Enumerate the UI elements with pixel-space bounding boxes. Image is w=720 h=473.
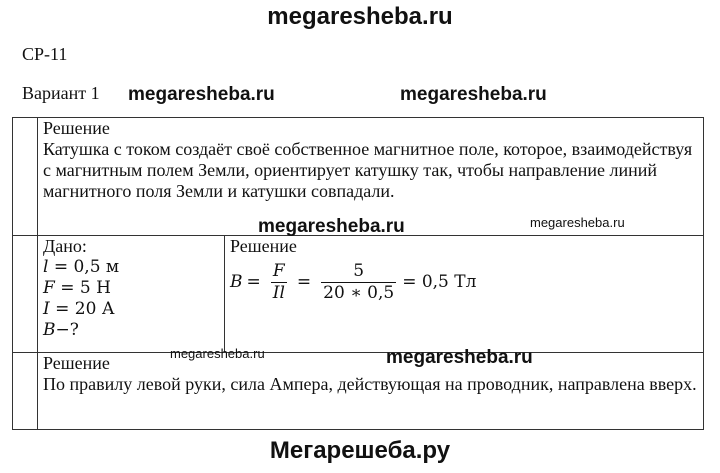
work-code: СР-11 (22, 44, 68, 64)
watermark-inline: megaresheba.ru (530, 215, 625, 230)
task-3-heading: Решение (43, 353, 110, 373)
watermark-inline: megaresheba.ru (386, 347, 533, 368)
task-3-cell (38, 353, 704, 430)
watermark-top: megaresheba.ru (267, 3, 453, 30)
solution-table (12, 117, 704, 430)
row-gutter (13, 353, 38, 430)
given-cell (38, 236, 225, 353)
row-gutter (13, 236, 38, 353)
watermark-inline: megaresheba.ru (170, 346, 265, 361)
given-length: l = 0,5 м (43, 257, 120, 277)
given-force: F = 5 Н (43, 278, 111, 298)
formula-result: = 0,5 Тл (402, 272, 477, 292)
task-3-row (13, 353, 704, 430)
task-1-heading: Решение (43, 118, 110, 138)
watermark-inline: megaresheba.ru (128, 84, 275, 105)
given-current: I = 20 А (43, 299, 115, 319)
task-1-text: Катушка с током создаёт своё собственное магнитное поле, которое, взаимодействуя с магнитным полем Земли, ориентирует катушку так, чтобы направление линий магнитного поля Земли и катушки совпадали. (43, 139, 693, 201)
task-2-row (13, 236, 704, 353)
task-2-solution-title: Решение (230, 236, 297, 256)
fraction-numeric: $\frac{5}{20 ∗ 0,5}$ (323, 261, 395, 303)
given-unknown: B−? (43, 320, 79, 340)
watermark-inline: megaresheba.ru (258, 216, 405, 237)
formula: B = $\frac{F}{Il}$ = $\frac{5}{20 ∗ 0,5}$ = 0,5 Тл (230, 261, 477, 303)
row-gutter (13, 118, 38, 236)
watermark-bottom: Мегарешеба.ру (269, 437, 451, 464)
formula-lhs: B (230, 272, 243, 292)
given-title: Дано: (43, 236, 87, 256)
task-2-solution-cell (225, 236, 704, 353)
variant-label: Вариант 1 (22, 83, 100, 103)
watermark-inline: megaresheba.ru (400, 84, 547, 105)
task-3-text: По правилу левой руки, сила Ампера, действующая на проводник, направлена вверх. (43, 374, 697, 394)
fraction-symbolic: $\frac{F}{Il}$ (272, 261, 285, 303)
